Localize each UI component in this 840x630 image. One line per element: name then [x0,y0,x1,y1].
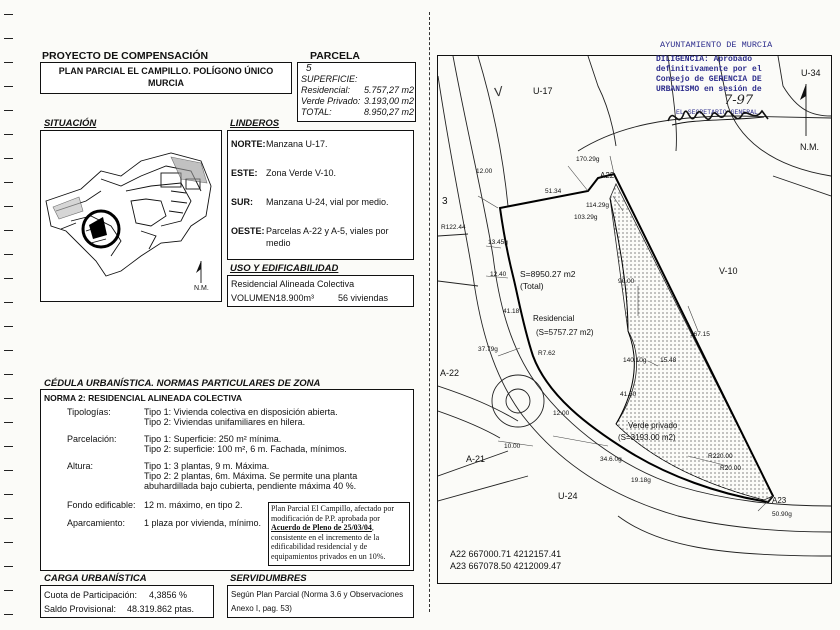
plan-box [40,62,292,94]
servidumbres-line2: Anexo I, pag. 53) [231,604,292,613]
oeste-value-2: medio [266,238,291,248]
dim-167: 167.15 [690,331,710,338]
norte-value: Manzana U-17. [266,139,328,149]
stamp-date: 7-97 [724,93,754,108]
plan-label-nm: N.M. [800,142,819,152]
dim-90: 90.00 [618,278,635,285]
plan-line1: PLAN PARCIAL EL CAMPILLO. POLÍGONO ÚNICO [58,66,274,76]
dim-170: 170.29g [576,156,600,163]
oeste-label: OESTE: [231,226,265,236]
total-label: TOTAL: [301,107,332,117]
este-label: ESTE: [231,168,258,178]
dim-10: 10.00 [504,443,521,450]
cedula-box [40,389,414,571]
servidumbres-title: SERVIDUMBRES [230,573,307,584]
altura-2: Tipo 2: 2 plantas, 6m. Máxima. Se permite una planta [144,471,358,481]
viviendas-value: 56 viviendas [338,293,389,303]
servidumbres-line1: Según Plan Parcial (Norma 3.6 y Observaciones [231,590,404,599]
nota-line-6: equipamientos privados en un 10%. [271,551,386,561]
plan-label-a22: A-22 [440,368,460,378]
norma-title: NORMA 2: RESIDENCIAL ALINEADA COLECTIVA [44,393,243,403]
linderos-title: LINDEROS [230,118,280,129]
nota-line-2: modificación de P.P. aprobada por [271,513,380,523]
volumen-label: VOLUMEN: [231,293,279,303]
plan-label-a21: A-21 [466,454,486,464]
plan-residencial-1: Residencial [533,314,575,323]
superficie-label: SUPERFICIE: [301,74,358,84]
verde-privado-area [610,184,773,500]
coord-a22: A22 667000.71 4212157.41 [450,549,562,559]
carga-box [40,585,214,618]
cuota-value: 4,3856 % [149,590,188,600]
verde-value: 3.193,00 m2 [364,96,415,106]
residencial-value: 5.757,27 m2 [364,85,415,95]
cuota-label: Cuota de Participación: [44,590,138,600]
center-dashed-line [429,12,430,612]
plan-total-1: S=8950.27 m2 [520,269,576,279]
verde-label: Verde Privado: [301,96,361,106]
plan-label-u34: U-34 [801,68,821,78]
stamp-line-2: definitivamente por el [656,65,762,74]
oeste-value-1: Parcelas A-22 y A-5, viales por [266,226,389,236]
norte-label: NORTE: [231,139,266,149]
nota-box [268,502,410,566]
dim-15: 15.48 [660,357,677,364]
dim-12a: 12.00 [476,168,493,175]
volumen-value: 18.900m³ [276,293,315,303]
nota-comma: , [371,523,374,533]
proyecto-title: PROYECTO DE COMPENSACIÓN [42,50,209,62]
fondo-label: Fondo edificable: [67,500,136,510]
sur-label: SUR: [231,197,253,207]
altura-3: abuhardillada bajo cubierta, pendiente máxima 40 %. [144,481,357,491]
stamp-signature [664,101,774,135]
plan-verde-1: Verde privado [628,421,678,430]
dim-r220: R220.00 [708,453,733,460]
dim-34: 34.6.0g [600,456,622,463]
plan-point-a22: A22 [600,171,615,180]
nota-line-1: Plan Parcial El Campillo, afectado por [271,504,395,513]
residencial-label: Residencial: [301,85,351,95]
fondo-value: 12 m. máximo, en tipo 2. [144,500,243,510]
saldo-value: 48.319.862 ptas. [127,604,195,614]
dim-140: 140.10g [623,357,647,364]
este-value: Zona Verde V-10. [266,168,337,178]
plan-verde-2: (S=3193.00 m2) [618,433,676,442]
parcelacion-label: Parcelación: [67,434,117,444]
dim-37: 37.79g [478,346,498,353]
uso-title: USO Y EDIFICABILIDAD [230,263,339,274]
tipologias-label: Tipologías: [67,407,111,417]
parcela-title: PARCELA [310,50,360,62]
plan-point-a23: A23 [772,496,787,505]
coord-a23: A23 667078.50 4212009.47 [450,561,562,571]
parcelacion-1: Tipo 1: Superficie: 250 m² mínima. [144,434,282,444]
dim-114: 114.29g [586,202,610,209]
nota-acuerdo: Acuerdo de Pleno de 25/03/04 [271,523,372,533]
sur-value: Manzana U-24, vial por medio. [266,197,389,207]
dim-103: 103.29g [574,214,598,221]
parcelacion-2: Tipo 2: superficie: 100 m², 6 m. Fachada, mínimos. [144,444,347,454]
plan-label-v10: V-10 [719,266,738,276]
dim-51: 51.34 [545,188,562,195]
tipologias-1: Tipo 1: Vivienda colectiva en disposición abierta. [144,407,338,417]
dim-12c: 12.00 [553,410,570,417]
situacion-map-box [40,130,222,302]
stamp-line-1: DILIGENCIA: Aprobado [656,55,753,64]
plan-residencial-2: (S=5757.27 m2) [536,328,594,337]
parcela-box [297,62,416,122]
dim-r7: R7.62 [538,350,556,357]
dim-12b: 12.40 [490,271,507,278]
plan-total-2: (Total) [520,281,544,291]
nota-line-5: edificabilidad residencial y de [271,542,368,552]
tipologias-2: Tipo 2: Viviendas unifamiliares en hilera. [144,417,306,427]
servidumbres-box [227,585,414,618]
aparcamiento-label: Aparcamiento: [67,518,126,528]
plan-line2: MURCIA [148,78,184,88]
situacion-title: SITUACIÓN [44,118,97,129]
dim-50: 50.90g [772,511,792,518]
plan-label-u17: U-17 [533,86,553,96]
uso-box [227,275,414,307]
dim-13: 13.45g [488,239,508,246]
situacion-map [41,131,221,301]
situacion-north-label: N.M. [194,285,209,292]
dim-r20: R20.00 [720,465,741,472]
plan-label-u24: U-24 [558,491,578,501]
dim-r122: R122.44 [441,224,466,231]
linderos-box [227,130,414,260]
handwritten-mark: V [492,83,505,100]
stamp-line-5: EL SECRETARIO GENERAL [676,109,758,116]
stamp-line-3: Consejo de GERENCIA DE [656,75,762,84]
parcela-number: 5 [306,63,312,74]
saldo-label: Saldo Provisional: [44,604,117,614]
dim-19: 19.18g [631,477,651,484]
stamp-line-4: URBANISMO en sesión de [656,85,762,94]
altura-1: Tipo 1: 3 plantas, 9 m. Máxima. [144,461,270,471]
total-value: 8.950,27 m2 [364,107,415,117]
plan-label-three: 3 [442,196,448,207]
dim-41: 41.18 [503,308,520,315]
approval-stamp [652,35,792,135]
uso-value: Residencial Alineada Colectiva [231,279,355,289]
cedula-title: CÉDULA URBANÍSTICA. NORMAS PARTICULARES DE ZONA [44,378,321,389]
nota-line-4: consistente en el incremento de la [271,532,380,542]
aparcamiento-value: 1 plaza por vivienda, mínimo. [144,518,262,528]
stamp-line-0: AYUNTAMIENTO DE MURCIA [660,40,773,50]
carga-title: CARGA URBANÍSTICA [44,573,147,584]
dim-41b: 41.50 [620,391,637,398]
altura-label: Altura: [67,461,94,471]
